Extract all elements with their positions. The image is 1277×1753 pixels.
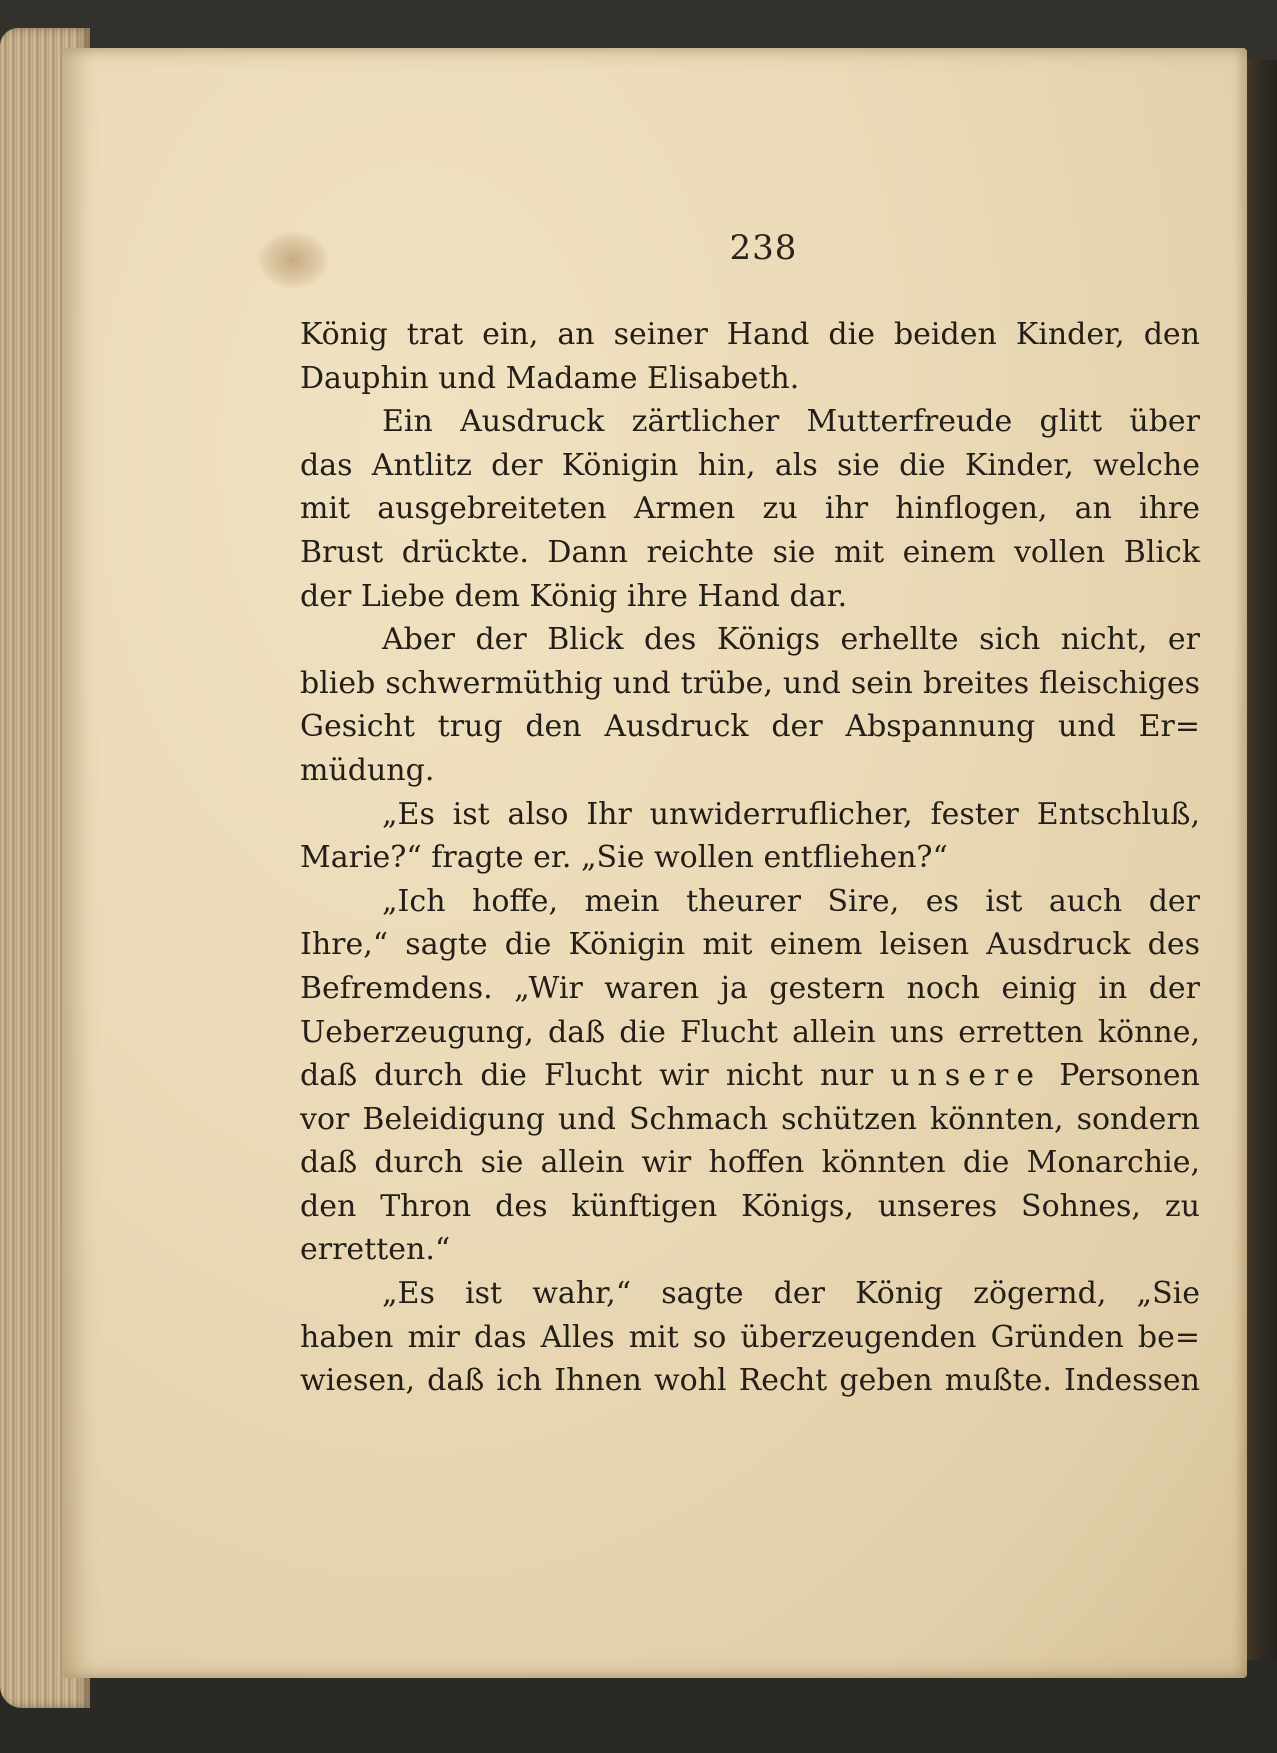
body-text bbox=[300, 313, 1200, 1403]
text-line: Ein Ausdruck zärtlicher Mutterfreude glitt über bbox=[382, 404, 1200, 440]
text-line: Dauphin und Madame Elisabeth. bbox=[300, 360, 800, 396]
text-line: der Liebe dem König ihre Hand dar. bbox=[300, 578, 848, 614]
binding-shadow bbox=[1243, 60, 1277, 1660]
text-line: blieb schwermüthig und trübe, und sein breites fleischiges bbox=[300, 665, 1200, 701]
text-line: das Antlitz der Königin hin, als sie die Kinder, welche bbox=[300, 447, 1200, 483]
text-line: den Thron des künftigen Königs, unseres Sohnes, zu bbox=[300, 1188, 1200, 1224]
text-line: König trat ein, an seiner Hand die beiden Kinder, den bbox=[300, 317, 1200, 352]
text-segment: Personen bbox=[1059, 1058, 1200, 1094]
text-line: müdung. bbox=[300, 752, 435, 788]
text-line: vor Beleidigung und Schmach schützen könnten, sondern bbox=[300, 1101, 1200, 1137]
text-line: Marie?“ fragte er. „Sie wollen entfliehen?“ bbox=[300, 840, 948, 876]
text-line: wiesen, daß ich Ihnen wohl Recht geben mußte. Indessen bbox=[300, 1363, 1200, 1399]
text-line: Gesicht trug den Ausdruck der Abspannung und Er= bbox=[300, 709, 1200, 745]
text-line: mit ausgebreiteten Armen zu ihr hinflogen, an ihre bbox=[300, 491, 1200, 527]
text-line bbox=[300, 1054, 1200, 1098]
text-line: erretten.“ bbox=[300, 1232, 451, 1268]
text-line: Ihre,“ sagte die Königin mit einem leisen Ausdruck des bbox=[300, 927, 1200, 963]
text-line: „Ich hoffe, mein theurer Sire, es ist auch der bbox=[382, 883, 1200, 919]
text-line: daß durch sie allein wir hoffen könnten die Monarchie, bbox=[300, 1145, 1200, 1181]
text-segment: daß durch die Flucht wir nicht nur bbox=[300, 1058, 874, 1094]
text-line: haben mir das Alles mit so überzeugenden Gründen be= bbox=[300, 1319, 1200, 1355]
emphasized-word: unsere bbox=[890, 1058, 1043, 1094]
text-line: „Es ist also Ihr unwiderruflicher, fester Entschluß, bbox=[382, 796, 1200, 832]
page-number: 238 bbox=[729, 228, 798, 268]
text-line: Ueberzeugung, daß die Flucht allein uns erretten könne, bbox=[300, 1014, 1200, 1050]
text-line: Brust drückte. Dann reichte sie mit einem vollen Blick bbox=[300, 534, 1200, 570]
text-line: „Es ist wahr,“ sagte der König zögernd, „Sie bbox=[382, 1276, 1200, 1312]
text-line: Befremdens. „Wir waren ja gestern noch einig in der bbox=[300, 970, 1200, 1006]
text-line: Aber der Blick des Königs erhellte sich nicht, er bbox=[382, 622, 1200, 658]
